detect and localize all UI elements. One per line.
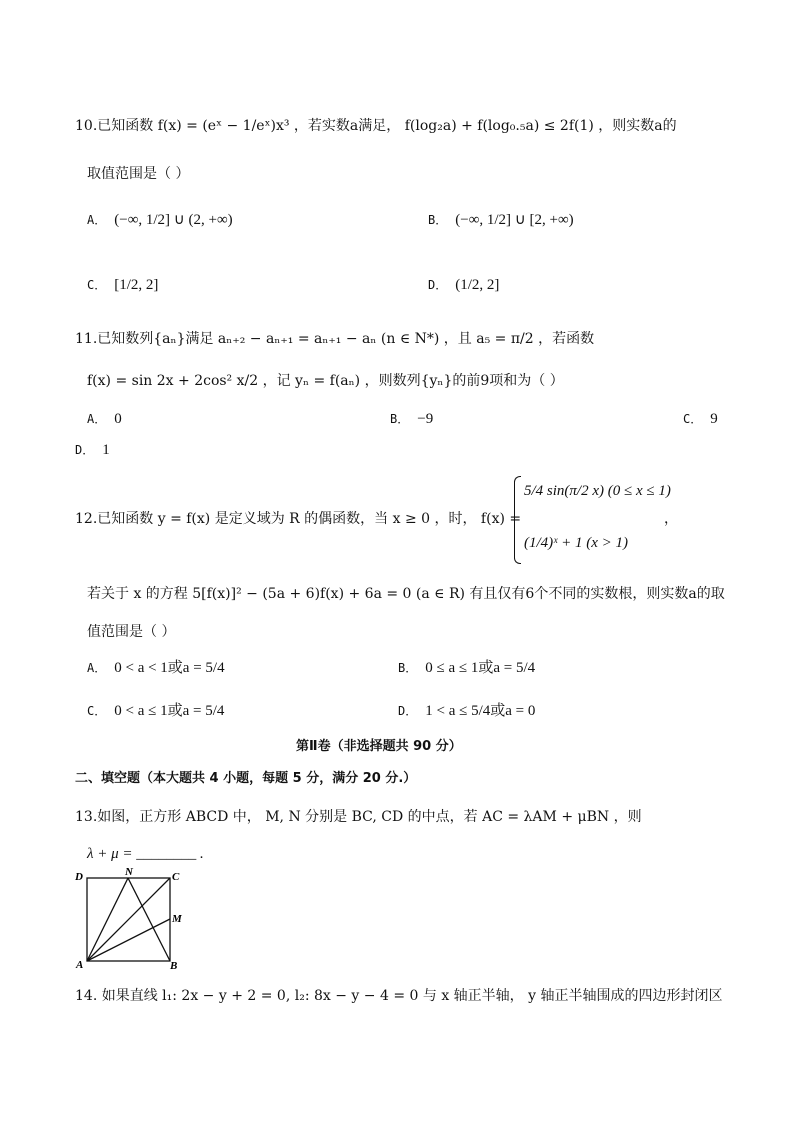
label-b: B — [170, 960, 178, 972]
segment-am — [87, 919, 170, 961]
option-label: D． — [75, 443, 95, 457]
part2-title: 二、填空题（本大题共 4 小题，每题 5 分，满分 20 分.） — [75, 771, 417, 786]
segment-an — [87, 878, 128, 961]
q13-stem: 13.如图，正方形 ABCD 中， M, N 分别是 BC, CD 的中点，若 AC = λAM + μBN ，则 — [75, 809, 642, 825]
q11-stem: 11.已知数列{aₙ}满足 aₙ₊₂ − aₙ₊₁ = aₙ₊₁ − aₙ (n ∈ N*) ，且 a₅ = π/2 ，若函数 — [75, 331, 595, 347]
label-d: D — [75, 871, 83, 883]
q10-option-d — [428, 276, 499, 294]
q12-option-c — [87, 702, 224, 720]
q12-option-b — [398, 659, 535, 677]
q11-option-c — [683, 410, 718, 428]
q12-comma: ， — [664, 511, 678, 527]
option-label: A． — [87, 213, 107, 227]
q12-piece-2: (1/4)ˣ + 1 (x > 1) — [524, 535, 629, 551]
option-value: (−∞, 1/2] ∪ [2, +∞) — [455, 212, 574, 228]
q10-option-c — [87, 276, 158, 294]
option-label: C． — [87, 704, 107, 718]
option-value: [1/2, 2] — [114, 277, 159, 293]
label-m: M — [172, 913, 182, 925]
label-n: N — [125, 866, 133, 878]
option-label: B． — [428, 213, 448, 227]
option-value: (1/2, 2] — [455, 277, 500, 293]
q11-option-a — [87, 410, 122, 428]
q11-option-b — [390, 410, 433, 428]
q10-option-b — [428, 211, 574, 229]
q12-stem-end: 值范围是（ ） — [87, 624, 176, 640]
option-value: 9 — [710, 411, 718, 427]
q13-answer-line: λ + μ = ________ . — [87, 846, 204, 862]
option-value: 0 — [114, 411, 122, 427]
q12-option-d — [398, 702, 535, 720]
q12-stem-continued: 若关于 x 的方程 5[f(x)]² − (5a + 6)f(x) + 6a = 0 (a ∈ R) 有且仅有6个不同的实数根，则实数a的取 — [87, 586, 725, 602]
option-label: A． — [87, 412, 107, 426]
option-label: D． — [398, 704, 418, 718]
option-label: B． — [390, 412, 410, 426]
piecewise-brace — [514, 476, 521, 564]
option-label: C． — [87, 278, 107, 292]
option-label: D． — [428, 278, 448, 292]
q10-stem-continued: 取值范围是（ ） — [87, 166, 190, 182]
option-value: (−∞, 1/2] ∪ (2, +∞) — [114, 212, 233, 228]
q10-stem: 10.已知函数 f(x) = (eˣ − 1/eˣ)x³ ，若实数a满足， f(log₂a) + f(log₀.₅a) ≤ 2f(1) ，则实数a的 — [75, 118, 677, 134]
q14-stem: 14. 如果直线 l₁: 2x − y + 2 = 0, l₂: 8x − y − 4 = 0 与 x 轴正半轴， y 轴正半轴围成的四边形封闭区 — [75, 988, 723, 1004]
square-figure — [72, 866, 188, 972]
q12-stem: 12.已知函数 y = f(x) 是定义域为 R 的偶函数，当 x ≥ 0 ，时， f(x) = — [75, 511, 522, 527]
option-value: −9 — [417, 411, 434, 427]
q11-stem-continued: f(x) = sin 2x + 2cos² x/2 ，记 yₙ = f(aₙ) ，则数列{yₙ}的前9项和为（ ） — [87, 373, 564, 389]
option-value: 0 ≤ a ≤ 1或a = 5/4 — [425, 660, 536, 676]
label-c: C — [172, 871, 180, 883]
segment-bn — [128, 878, 170, 961]
option-value: 0 < a ≤ 1或a = 5/4 — [114, 703, 225, 719]
option-label: B． — [398, 661, 418, 675]
option-value: 1 — [102, 442, 110, 458]
segment-ac — [87, 878, 170, 961]
label-a: A — [76, 959, 84, 971]
option-value: 1 < a ≤ 5/4或a = 0 — [425, 703, 536, 719]
q10-option-a — [87, 211, 233, 229]
q11-option-d — [75, 441, 110, 459]
section-title: 第Ⅱ卷（非选择题共 90 分） — [296, 739, 462, 754]
q12-option-a — [87, 659, 225, 677]
option-value: 0 < a < 1或a = 5/4 — [114, 660, 225, 676]
option-label: C． — [683, 412, 703, 426]
q12-piece-1: 5/4 sin(π/2 x) (0 ≤ x ≤ 1) — [524, 483, 671, 499]
option-label: A． — [87, 661, 107, 675]
